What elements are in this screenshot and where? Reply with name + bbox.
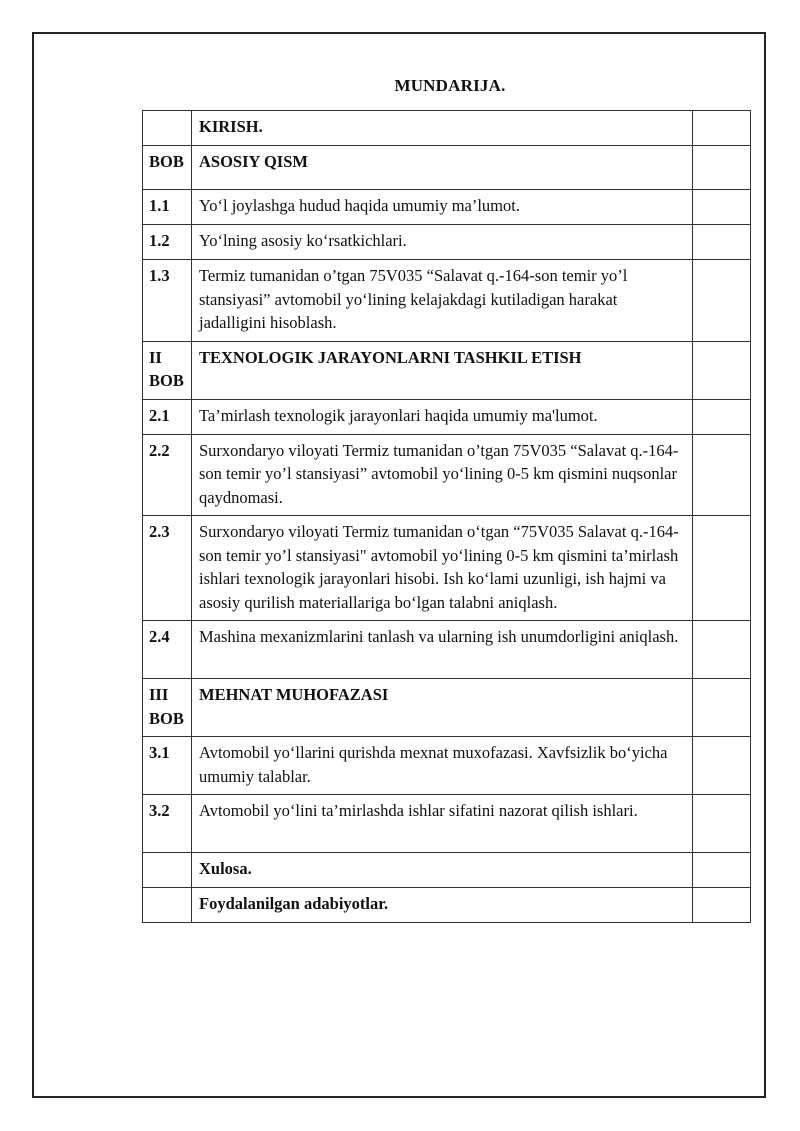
table-row [143,190,751,225]
table-row [143,434,751,516]
row-title: Yo‘l joylashga hudud haqida umumiy ma’lumot. [192,190,693,225]
table-row [143,621,751,679]
row-number [143,888,192,923]
row-page-cell [693,146,751,190]
table-row [143,888,751,923]
row-title: Foydalanilgan adabiyotlar. [192,888,693,923]
row-title: Surxondaryo viloyati Termiz tumanidan o’tgan 75V035 “Salavat q.-164-son temir yo’l stansiyasi” avtomobil yo‘lining 0-5 km qismini nuqsonlar qaydnomasi. [192,434,693,516]
row-page-cell [693,341,751,399]
table-of-contents [142,110,751,923]
row-title: Avtomobil yo‘llarini qurishda mexnat muxofazasi. Xavfsizlik bo‘yicha umumiy talablar. [192,737,693,795]
row-page-cell [693,516,751,621]
table-row [143,399,751,434]
row-page-cell [693,679,751,737]
row-page-cell [693,737,751,795]
table-row [143,853,751,888]
row-number: 2.4 [143,621,192,679]
row-number: II BOB [143,341,192,399]
table-row [143,795,751,853]
table-row [143,225,751,260]
row-title: TEXNOLOGIK JARAYONLARNI TASHKIL ETISH [192,341,693,399]
row-title: Surxondaryo viloyati Termiz tumanidan o‘tgan “75V035 Salavat q.-164-son temir yo’l stansiyasi" avtomobil yo‘lining 0-5 km qismini ta’mirlash ishlari texnologik jarayonlari hisobi. Ish ko‘lami uzunligi, ish hajmi va asosiy qurilish materiallariga bo‘lgan talabni aniqlash. [192,516,693,621]
row-page-cell [693,399,751,434]
row-number [143,111,192,146]
row-title: Yo‘lning asosiy ko‘rsatkichlari. [192,225,693,260]
row-number: 2.2 [143,434,192,516]
row-number: III BOB [143,679,192,737]
row-number [143,853,192,888]
row-page-cell [693,434,751,516]
row-number: 3.1 [143,737,192,795]
row-title: Termiz tumanidan o’tgan 75V035 “Salavat q.-164-son temir yo’l stansiyasi” avtomobil yo‘lining kelajakdagi kutiladigan harakat jadalligini hisoblash. [192,260,693,342]
row-page-cell [693,853,751,888]
row-page-cell [693,190,751,225]
row-title: MEHNAT MUHOFAZASI [192,679,693,737]
row-title: Mashina mexanizmlarini tanlash va ularning ish unumdorligini aniqlash. [192,621,693,679]
row-number: 1.2 [143,225,192,260]
row-page-cell [693,225,751,260]
row-number: 2.3 [143,516,192,621]
row-page-cell [693,111,751,146]
row-title: Ta’mirlash texnologik jarayonlari haqida umumiy ma'lumot. [192,399,693,434]
row-number: 1.1 [143,190,192,225]
row-number: 3.2 [143,795,192,853]
table-row [143,737,751,795]
table-row [143,341,751,399]
row-title: Avtomobil yo‘lini ta’mirlashda ishlar sifatini nazorat qilish ishlari. [192,795,693,853]
row-title: KIRISH. [192,111,693,146]
row-title: ASOSIY QISM [192,146,693,190]
table-row [143,111,751,146]
row-page-cell [693,260,751,342]
table-row [143,260,751,342]
table-row [143,679,751,737]
table-row [143,516,751,621]
row-page-cell [693,621,751,679]
row-page-cell [693,795,751,853]
row-number: BOB [143,146,192,190]
row-page-cell [693,888,751,923]
table-row [143,146,751,190]
page-title: MUNDARIJA. [394,76,506,95]
row-title: Xulosa. [192,853,693,888]
row-number: 2.1 [143,399,192,434]
row-number: 1.3 [143,260,192,342]
